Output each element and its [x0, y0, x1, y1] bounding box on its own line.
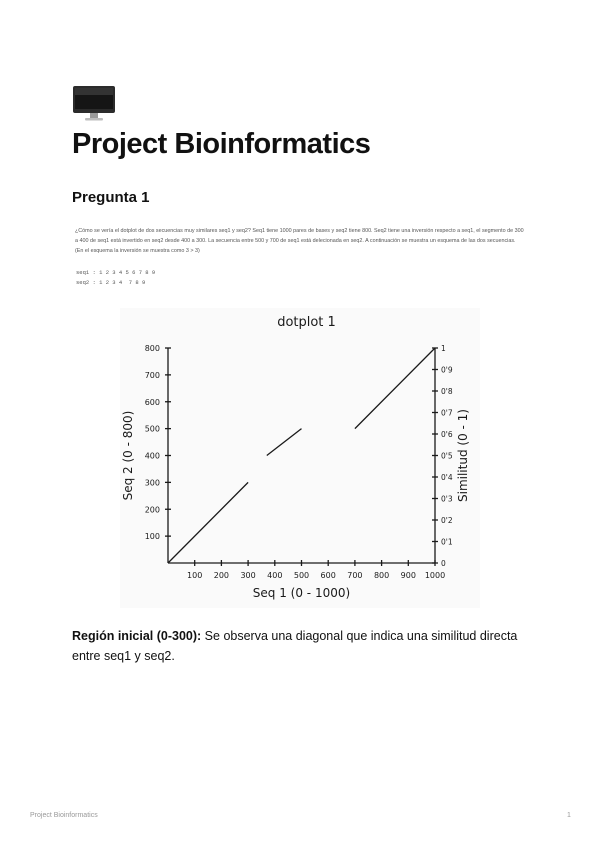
y-tick-label: 100 [144, 532, 160, 542]
y2-tick-label: 0'9 [441, 365, 453, 375]
dotplot-chart [120, 308, 480, 608]
footer-title: Project Bioinformatics [30, 812, 98, 819]
x-tick-label: 1000 [424, 571, 446, 580]
region-text: Se observa una diagonal que indica una similitud directa entre seq1 y seq2. [72, 629, 518, 663]
series-segment-700-1000 [355, 348, 435, 429]
y-axis-label: Seq 2 (0 - 800) [121, 410, 135, 501]
y-tick-label: 600 [144, 397, 160, 407]
y2-tick-label: 0 [441, 559, 446, 568]
y2-tick-label: 0'5 [441, 451, 453, 461]
series-segment-1-300 [168, 482, 248, 563]
desktop-computer-icon [72, 85, 116, 121]
question-text: ¿Cómo se vería el dotplot de dos secuencias muy similares seq1 y seq2? Seq1 tiene 1000 pares de bases y seq2 tiene 800. Seq2 tiene una inversión respecto a seq1, el segmento de 300 a 400 de seq1 está invertido en seq2 desde 400 a 300. La secuencia entre 500 y 700 de seq1 está delecionada en seq2. A continuación se muestra un esquema de las dos secuencias. (En el esquema la inversión se muestra como 3 > 3) [75, 228, 524, 254]
y2-tick-label: 0'8 [441, 387, 453, 396]
y2-tick-label: 0'2 [441, 516, 453, 525]
y-tick-label: 300 [144, 478, 160, 488]
y2-tick-label: 0'1 [441, 537, 453, 547]
y-tick-label: 500 [144, 424, 160, 434]
x-tick-label: 400 [267, 571, 283, 580]
x-tick-label: 900 [400, 571, 416, 580]
footer-page-number: 1 [567, 812, 571, 819]
sequence-code-block [76, 268, 155, 288]
x-tick-label: 300 [240, 571, 256, 580]
page-title: Project Bioinformatics [72, 128, 371, 160]
y2-tick-label: 0'4 [441, 473, 453, 482]
y-tick-label: 400 [144, 451, 160, 461]
x-tick-label: 500 [293, 571, 310, 580]
region-label: Región inicial (0-300): [72, 629, 202, 643]
y-tick-label: 200 [144, 505, 160, 515]
x-tick-label: 200 [213, 571, 230, 580]
seq2-line: seq2 : 1 2 3 4 7 8 9 [76, 279, 146, 286]
dotplot-figure [120, 308, 480, 608]
y2-tick-label: 0'7 [441, 408, 453, 418]
y-tick-label: 800 [144, 344, 160, 353]
chart-title: dotplot 1 [277, 315, 336, 330]
y2-axis-label: Similitud (0 - 1) [456, 409, 470, 502]
y-tick-label: 700 [144, 370, 160, 380]
series-segment-370-500 [267, 429, 302, 456]
region-paragraph [72, 626, 532, 666]
x-tick-label: 800 [373, 571, 390, 580]
section-heading: Pregunta 1 [72, 189, 150, 206]
seq1-line: seq1 : 1 2 3 4 5 6 7 8 9 [76, 269, 156, 276]
x-tick-label: 700 [347, 571, 363, 580]
x-tick-label: 100 [187, 571, 203, 580]
y2-tick-label: 0'6 [441, 430, 453, 439]
x-axis-label: Seq 1 (0 - 1000) [252, 586, 351, 600]
x-tick-label: 600 [320, 571, 336, 580]
y2-tick-label: 1 [441, 344, 446, 353]
y2-tick-label: 0'3 [441, 494, 453, 504]
